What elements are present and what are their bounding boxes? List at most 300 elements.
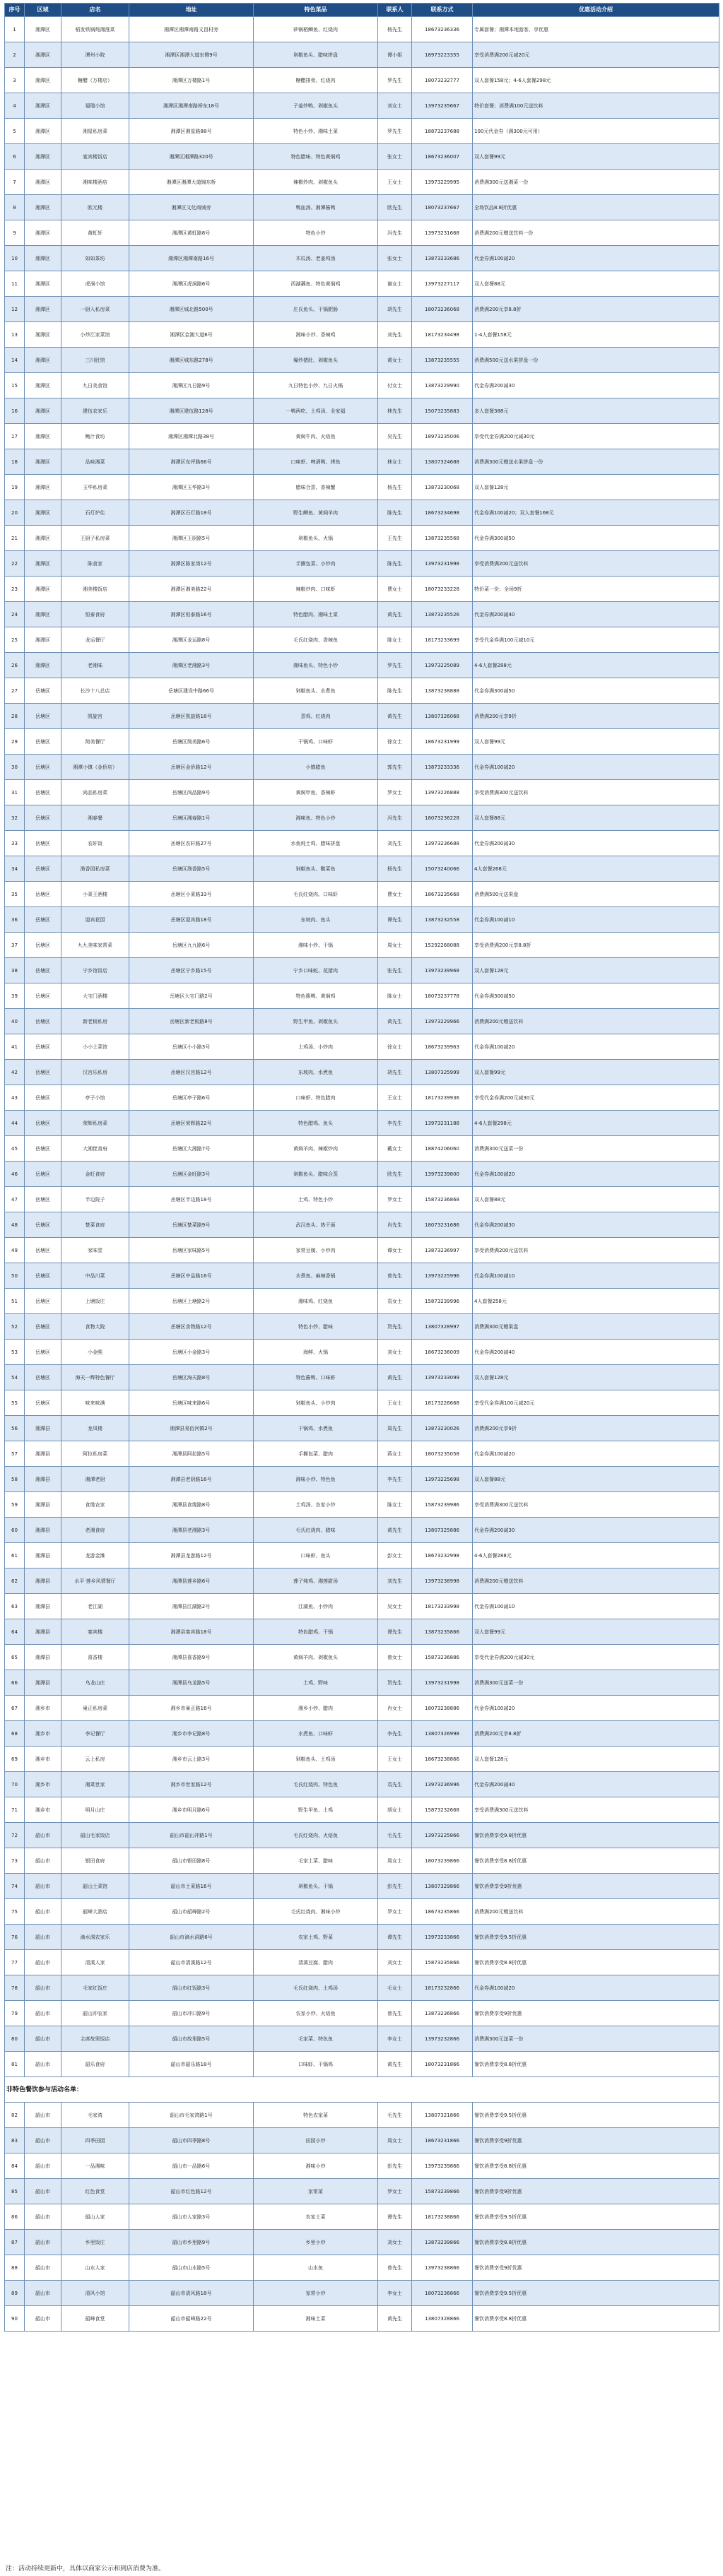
district-cell: 岳塘区 bbox=[25, 1365, 61, 1390]
contact-person-cell: 郭先生 bbox=[378, 755, 412, 780]
offer-cell: 代金券满100减20；双人套餐168元 bbox=[473, 500, 719, 526]
offer-cell: 消费满200元赠送饮料 bbox=[473, 1568, 719, 1594]
restaurant-name-cell: 水平·莲乡风情餐厅 bbox=[61, 1568, 129, 1594]
district-cell: 湘潭区 bbox=[25, 348, 61, 373]
phone-cell: 13873232558 bbox=[412, 907, 473, 933]
index-cell: 45 bbox=[5, 1136, 25, 1162]
restaurant-name-cell: 新老板私房 bbox=[61, 1009, 129, 1034]
district-cell: 湘乡市 bbox=[25, 1797, 61, 1823]
address-cell: 韶山市乡里路9号 bbox=[129, 2230, 254, 2255]
contact-person-cell: 刘先生 bbox=[378, 322, 412, 348]
index-cell: 68 bbox=[5, 1721, 25, 1747]
dishes-cell: 剁椒鱼头、腊味拼盘 bbox=[254, 42, 378, 68]
table-row bbox=[5, 678, 719, 704]
restaurant-name-cell: 渔香园私房菜 bbox=[61, 856, 129, 882]
dishes-cell: 辣椒炒肉、剁椒鱼头 bbox=[254, 170, 378, 195]
dishes-cell: 野生鲫鱼、黄焖羊肉 bbox=[254, 500, 378, 526]
address-cell: 岳塘区家味路5号 bbox=[129, 1238, 254, 1263]
address-cell: 湘潭县阿拉路5号 bbox=[129, 1441, 254, 1467]
district-cell: 湘潭县 bbox=[25, 1543, 61, 1568]
contact-person-cell: 罗女士 bbox=[378, 1187, 412, 1212]
index-cell: 6 bbox=[5, 144, 25, 170]
address-cell: 湘潭区建伍路128号 bbox=[129, 398, 254, 424]
table-header-row bbox=[5, 4, 719, 17]
contact-person-cell: 曾先生 bbox=[378, 2001, 412, 2026]
address-cell: 岳塘区九九路6号 bbox=[129, 933, 254, 958]
offer-cell: 双人套餐99元 bbox=[473, 1060, 719, 1085]
district-cell: 岳塘区 bbox=[25, 1136, 61, 1162]
district-cell: 湘乡市 bbox=[25, 1747, 61, 1772]
address-cell: 湘潭区龙运路8号 bbox=[129, 627, 254, 653]
dishes-cell: 野生甲鱼、剁椒鱼头 bbox=[254, 1009, 378, 1034]
address-cell: 湘潭县宴宾路18号 bbox=[129, 1619, 254, 1645]
district-cell: 岳塘区 bbox=[25, 1162, 61, 1187]
contact-person-cell: 袁先生 bbox=[378, 1772, 412, 1797]
district-cell: 湘潭区 bbox=[25, 653, 61, 678]
offer-cell: 双人套餐158元；4-6人套餐298元 bbox=[473, 68, 719, 93]
table-row bbox=[5, 1441, 719, 1467]
phone-cell: 18973235006 bbox=[412, 424, 473, 449]
dishes-cell: 毛家菜、特色鱼 bbox=[254, 2026, 378, 2052]
dishes-cell: 毛家土菜、腊味 bbox=[254, 1848, 378, 1874]
index-cell: 5 bbox=[5, 119, 25, 144]
table-row bbox=[5, 1162, 719, 1187]
index-cell: 72 bbox=[5, 1823, 25, 1848]
restaurant-name-cell: 韶山土菜馆 bbox=[61, 1874, 129, 1899]
district-cell: 湘潭县 bbox=[25, 1619, 61, 1645]
address-cell: 岳塘区迎宾路18号 bbox=[129, 907, 254, 933]
district-cell: 韶山市 bbox=[25, 2179, 61, 2204]
table-row bbox=[5, 449, 719, 475]
district-cell: 岳塘区 bbox=[25, 1212, 61, 1238]
contact-person-cell: 毛先生 bbox=[378, 1823, 412, 1848]
contact-person-cell: 黄女士 bbox=[378, 348, 412, 373]
restaurant-name-cell: 上塘饭庄 bbox=[61, 1289, 129, 1314]
offer-cell: 代金券满300减50 bbox=[473, 678, 719, 704]
offer-cell: 消费满300元送菜一份 bbox=[473, 1136, 719, 1162]
dishes-cell: 剁椒鱼头、腊味合蒸 bbox=[254, 1162, 378, 1187]
restaurant-name-cell: 金旺食府 bbox=[61, 1162, 129, 1187]
contact-person-cell: 周女士 bbox=[378, 933, 412, 958]
table-row bbox=[5, 780, 719, 805]
table-row bbox=[5, 195, 719, 220]
index-cell: 70 bbox=[5, 1772, 25, 1797]
phone-cell: 13973235667 bbox=[412, 93, 473, 119]
offer-cell: 享受代金券满200元减30元 bbox=[473, 1085, 719, 1111]
restaurant-name-cell: 家味堂 bbox=[61, 1238, 129, 1263]
table-row bbox=[5, 1060, 719, 1085]
address-cell: 湘乡市云上路3号 bbox=[129, 1747, 254, 1772]
index-cell: 80 bbox=[5, 2026, 25, 2052]
phone-cell: 13873238888 bbox=[412, 678, 473, 704]
index-cell: 66 bbox=[5, 1670, 25, 1696]
district-cell: 岳塘区 bbox=[25, 1314, 61, 1340]
dishes-cell: 爆炒猪肚、剁椒鱼头 bbox=[254, 348, 378, 373]
table-row bbox=[5, 1543, 719, 1568]
address-cell: 湘潭区王厨路5号 bbox=[129, 526, 254, 551]
phone-cell: 13973229995 bbox=[412, 170, 473, 195]
table-row bbox=[5, 1340, 719, 1365]
address-cell: 岳塘区湘春路1号 bbox=[129, 805, 254, 831]
address-cell: 岳塘区简美路6号 bbox=[129, 729, 254, 755]
index-cell: 46 bbox=[5, 1162, 25, 1187]
address-cell: 韶山市韶峰路22号 bbox=[129, 2306, 254, 2332]
restaurant-name-cell: 湘美楼饭店 bbox=[61, 577, 129, 602]
phone-cell: 13973236688 bbox=[412, 831, 473, 856]
dishes-cell: 江湖鱼、小炒肉 bbox=[254, 1594, 378, 1619]
offer-cell: 消费满300元送湘菜一份 bbox=[473, 170, 719, 195]
contact-person-cell: 周女士 bbox=[378, 2128, 412, 2153]
restaurant-name-cell: 楚菜食府 bbox=[61, 1212, 129, 1238]
contact-person-cell: 谭小姐 bbox=[378, 42, 412, 68]
district-cell: 岳塘区 bbox=[25, 1034, 61, 1060]
dishes-cell: 宁乡口味蛇、花猪肉 bbox=[254, 958, 378, 983]
table-row bbox=[5, 1263, 719, 1289]
index-cell: 29 bbox=[5, 729, 25, 755]
phone-cell: 15073235883 bbox=[412, 398, 473, 424]
header-index-cell: 序号 bbox=[5, 4, 25, 17]
dishes-cell: 特色小炒、腊味 bbox=[254, 1314, 378, 1340]
address-cell: 湘潭县易俗河镇2号 bbox=[129, 1416, 254, 1441]
offer-cell: 餐饮消费享受9折优惠 bbox=[473, 2128, 719, 2153]
offer-cell: 享受消费满300元送饮料 bbox=[473, 1797, 719, 1823]
restaurant-name-cell: 阿拉私房菜 bbox=[61, 1441, 129, 1467]
dishes-cell: 家常小炒 bbox=[254, 2281, 378, 2306]
address-cell: 韶山市韶峰路2号 bbox=[129, 1899, 254, 1925]
offer-cell: 代金券满100减20 bbox=[473, 755, 719, 780]
phone-cell: 13807328997 bbox=[412, 1314, 473, 1340]
address-cell: 韶山市韶山冲路1号 bbox=[129, 1823, 254, 1848]
offer-cell: 消费满200元赠送饮料一份 bbox=[473, 220, 719, 246]
contact-person-cell: 付女士 bbox=[378, 373, 412, 398]
index-cell: 20 bbox=[5, 500, 25, 526]
contact-person-cell: 陈先生 bbox=[378, 551, 412, 577]
dishes-cell: 山水鱼 bbox=[254, 2255, 378, 2281]
phone-cell: 13873235866 bbox=[412, 1619, 473, 1645]
contact-person-cell: 罗女士 bbox=[378, 2179, 412, 2204]
dishes-cell: 农家土菜 bbox=[254, 2204, 378, 2230]
table-row bbox=[5, 1289, 719, 1314]
header-restaurant-name-cell: 店名 bbox=[61, 4, 129, 17]
district-cell: 岳塘区 bbox=[25, 729, 61, 755]
index-cell: 88 bbox=[5, 2255, 25, 2281]
dishes-cell: 砂锅稻鲫鱼、红烧肉 bbox=[254, 17, 378, 42]
contact-person-cell: 黄先生 bbox=[378, 602, 412, 627]
table-row bbox=[5, 1085, 719, 1111]
phone-cell: 18673235668 bbox=[412, 882, 473, 907]
district-cell: 韶山市 bbox=[25, 1899, 61, 1925]
table-row bbox=[5, 2281, 719, 2306]
district-cell: 韶山市 bbox=[25, 2153, 61, 2179]
index-cell: 28 bbox=[5, 704, 25, 729]
offer-cell: 特价套餐；消费满100元送饮料 bbox=[473, 93, 719, 119]
address-cell: 湘潭区湘潭南路桥东18号 bbox=[129, 93, 254, 119]
district-cell: 湘乡市 bbox=[25, 1772, 61, 1797]
dishes-cell: 手撕包菜、腊肉 bbox=[254, 1441, 378, 1467]
phone-cell: 18673231999 bbox=[412, 729, 473, 755]
address-cell: 韶山市四季路8号 bbox=[129, 2128, 254, 2153]
index-cell: 41 bbox=[5, 1034, 25, 1060]
contact-person-cell: 曾女士 bbox=[378, 1645, 412, 1670]
offer-cell: 餐饮消费享受8.8折优惠 bbox=[473, 2153, 719, 2179]
dishes-cell: 口味虾、特色腊肉 bbox=[254, 1085, 378, 1111]
table-row bbox=[5, 93, 719, 119]
contact-person-cell: 戴女士 bbox=[378, 1136, 412, 1162]
restaurant-name-cell: 李记餐厅 bbox=[61, 1721, 129, 1747]
restaurant-name-cell: 湘菜世家 bbox=[61, 1772, 129, 1797]
index-cell: 85 bbox=[5, 2179, 25, 2204]
index-cell: 77 bbox=[5, 1950, 25, 1975]
index-cell: 84 bbox=[5, 2153, 25, 2179]
restaurant-name-cell: 乡里饭庄 bbox=[61, 2230, 129, 2255]
restaurant-name-cell: 中品川菜 bbox=[61, 1263, 129, 1289]
contact-person-cell: 毛先生 bbox=[378, 2103, 412, 2128]
restaurant-name-cell: 韶乐食府 bbox=[61, 2052, 129, 2077]
restaurant-name-cell: 山水人家 bbox=[61, 2255, 129, 2281]
district-cell: 韶山市 bbox=[25, 1874, 61, 1899]
restaurant-name-cell: 银田食府 bbox=[61, 1848, 129, 1874]
restaurant-name-cell: 韶峰食堂 bbox=[61, 2306, 129, 2332]
table-row bbox=[5, 348, 719, 373]
dishes-cell: 土鸡、野味 bbox=[254, 1670, 378, 1696]
address-cell: 湘潭区金湘大道6号 bbox=[129, 322, 254, 348]
address-cell: 湘潭区陈家湾12号 bbox=[129, 551, 254, 577]
address-cell: 湘潭区湘潭南路16号 bbox=[129, 246, 254, 271]
address-cell: 韶山市冲口路9号 bbox=[129, 2001, 254, 2026]
table-row bbox=[5, 1136, 719, 1162]
phone-cell: 13873236866 bbox=[412, 2001, 473, 2026]
address-cell: 岳塘区渔香路5号 bbox=[129, 856, 254, 882]
address-cell: 湘潭区万楼路1号 bbox=[129, 68, 254, 93]
offer-cell: 消费满200元享9折 bbox=[473, 1416, 719, 1441]
contact-person-cell: 王女士 bbox=[378, 170, 412, 195]
phone-cell: 15873239996 bbox=[412, 1289, 473, 1314]
index-cell: 34 bbox=[5, 856, 25, 882]
offer-cell: 餐饮消费享受9折优惠 bbox=[473, 1874, 719, 1899]
table-row bbox=[5, 526, 719, 551]
restaurant-name-cell: 农轩饭 bbox=[61, 831, 129, 856]
dishes-cell: 莲子炖鸡、湘莲甜汤 bbox=[254, 1568, 378, 1594]
phone-cell: 15873236868 bbox=[412, 1187, 473, 1212]
dishes-cell: 海鲜、火锅 bbox=[254, 1340, 378, 1365]
address-cell: 岳塘区小金路3号 bbox=[129, 1340, 254, 1365]
table-row bbox=[5, 1492, 719, 1518]
offer-cell: 双人套餐128元 bbox=[473, 1747, 719, 1772]
table-row bbox=[5, 424, 719, 449]
restaurant-name-cell: 虎涧小馆 bbox=[61, 271, 129, 297]
table-row bbox=[5, 2153, 719, 2179]
index-cell: 31 bbox=[5, 780, 25, 805]
table-row bbox=[5, 933, 719, 958]
dishes-cell: 武汉鱼头、热干面 bbox=[254, 1212, 378, 1238]
phone-cell: 15873232668 bbox=[412, 1797, 473, 1823]
contact-person-cell: 杨先生 bbox=[378, 17, 412, 42]
restaurant-name-cell: 大宅门酒楼 bbox=[61, 983, 129, 1009]
dishes-cell: 黄焖羊肉、剁椒鱼头 bbox=[254, 1645, 378, 1670]
restaurant-name-cell: 长沙十八总店 bbox=[61, 678, 129, 704]
contact-person-cell: 曹女士 bbox=[378, 577, 412, 602]
offer-cell: 代金券满300减50 bbox=[473, 983, 719, 1009]
table-row bbox=[5, 577, 719, 602]
restaurant-name-cell: 九九美味家常菜 bbox=[61, 933, 129, 958]
address-cell: 湘潭区湘潭大道锦东桥 bbox=[129, 170, 254, 195]
index-cell: 18 bbox=[5, 449, 25, 475]
dishes-cell: 湘味小炒、香辣鸡 bbox=[254, 322, 378, 348]
phone-cell: 13807329866 bbox=[412, 1874, 473, 1899]
contact-person-cell: 胡女士 bbox=[378, 1797, 412, 1823]
phone-cell: 13973239800 bbox=[412, 1162, 473, 1187]
contact-person-cell: 张女士 bbox=[378, 246, 412, 271]
phone-cell: 13807325886 bbox=[412, 1518, 473, 1543]
phone-cell: 13973233866 bbox=[412, 1925, 473, 1950]
dishes-cell: 糖醋排骨、红烧肉 bbox=[254, 68, 378, 93]
phone-cell: 13973232866 bbox=[412, 2026, 473, 2052]
contact-person-cell: 罗先生 bbox=[378, 119, 412, 144]
contact-person-cell: 罗女士 bbox=[378, 1899, 412, 1925]
table-row bbox=[5, 1721, 719, 1747]
address-cell: 湘潭区九日路9号 bbox=[129, 373, 254, 398]
index-cell: 86 bbox=[5, 2204, 25, 2230]
phone-cell: 13973227117 bbox=[412, 271, 473, 297]
offer-cell: 享受消费满200元享8.8折 bbox=[473, 933, 719, 958]
dishes-cell: 西湖藕鱼、特色黄焖鸡 bbox=[254, 271, 378, 297]
index-cell: 16 bbox=[5, 398, 25, 424]
index-cell: 35 bbox=[5, 882, 25, 907]
offer-cell: 餐饮消费享受8.8折优惠 bbox=[473, 2230, 719, 2255]
phone-cell: 18073231686 bbox=[412, 1212, 473, 1238]
dishes-cell: 剁椒鱼头、小炒肉 bbox=[254, 1390, 378, 1416]
index-cell: 30 bbox=[5, 755, 25, 780]
phone-cell: 18073235058 bbox=[412, 1441, 473, 1467]
contact-person-cell: 黄先生 bbox=[378, 704, 412, 729]
index-cell: 50 bbox=[5, 1263, 25, 1289]
district-cell: 岳塘区 bbox=[25, 1187, 61, 1212]
offer-cell: 特价菜一份；全场9折 bbox=[473, 577, 719, 602]
offer-cell: 消费满200元享8.8折 bbox=[473, 1721, 719, 1747]
offer-cell: 双人套餐88元 bbox=[473, 805, 719, 831]
table-row bbox=[5, 1518, 719, 1543]
contact-person-cell: 王女士 bbox=[378, 1390, 412, 1416]
address-cell: 岳塘区味来路6号 bbox=[129, 1390, 254, 1416]
district-cell: 湘潭区 bbox=[25, 246, 61, 271]
contact-person-cell: 李先生 bbox=[378, 1467, 412, 1492]
offer-cell: 餐饮消费享受9折优惠 bbox=[473, 2001, 719, 2026]
phone-cell: 18073236866 bbox=[412, 2281, 473, 2306]
dishes-cell: 湘味小炒 bbox=[254, 2153, 378, 2179]
table-row bbox=[5, 1899, 719, 1925]
dishes-cell: 湘乡小炒、腊肉 bbox=[254, 1696, 378, 1721]
contact-person-cell: 陈先生 bbox=[378, 500, 412, 526]
district-cell: 湘潭县 bbox=[25, 1594, 61, 1619]
offer-cell: 餐饮消费享受9折优惠 bbox=[473, 2255, 719, 2281]
district-cell: 湘潭区 bbox=[25, 577, 61, 602]
offer-cell: 双人套餐88元 bbox=[473, 1467, 719, 1492]
contact-person-cell: 刘先生 bbox=[378, 1568, 412, 1594]
dishes-cell: 干锅鸡、水煮鱼 bbox=[254, 1416, 378, 1441]
phone-cell: 13973226888 bbox=[412, 780, 473, 805]
district-cell: 湘潭区 bbox=[25, 322, 61, 348]
phone-cell: 13807321866 bbox=[412, 2103, 473, 2128]
restaurant-name-cell: 乌龙山庄 bbox=[61, 1670, 129, 1696]
phone-cell: 18073231866 bbox=[412, 2052, 473, 2077]
index-cell: 40 bbox=[5, 1009, 25, 1034]
index-cell: 23 bbox=[5, 577, 25, 602]
offer-cell: 餐饮消费享受8.8折优惠 bbox=[473, 2306, 719, 2332]
table-row bbox=[5, 170, 719, 195]
phone-cell: 13873236997 bbox=[412, 1238, 473, 1263]
district-cell: 湘潭区 bbox=[25, 93, 61, 119]
index-cell: 26 bbox=[5, 653, 25, 678]
restaurant-name-cell: 宴宾楼 bbox=[61, 1619, 129, 1645]
offer-cell: 代金券满300减50 bbox=[473, 526, 719, 551]
index-cell: 75 bbox=[5, 1899, 25, 1925]
index-cell: 9 bbox=[5, 220, 25, 246]
contact-person-cell: 吴女士 bbox=[378, 1594, 412, 1619]
district-cell: 韶山市 bbox=[25, 2128, 61, 2153]
offer-cell: 双人套餐128元 bbox=[473, 958, 719, 983]
dishes-cell: 毛氏红烧肉、湘味小炒 bbox=[254, 1899, 378, 1925]
offer-cell: 餐饮消费享受9.5折优惠 bbox=[473, 2103, 719, 2128]
dishes-cell: 九日特色小炒、九日火锅 bbox=[254, 373, 378, 398]
table-row bbox=[5, 2179, 719, 2204]
phone-cell: 13973225866 bbox=[412, 1823, 473, 1848]
district-cell: 韶山市 bbox=[25, 2001, 61, 2026]
phone-cell: 13807328866 bbox=[412, 2306, 473, 2332]
phone-cell: 13807325999 bbox=[412, 1060, 473, 1085]
address-cell: 岳塘区建设中路66号 bbox=[129, 678, 254, 704]
phone-cell: 18673236009 bbox=[412, 1340, 473, 1365]
contact-person-cell: 张先生 bbox=[378, 958, 412, 983]
contact-person-cell: 罗先生 bbox=[378, 653, 412, 678]
phone-cell: 15873235866 bbox=[412, 1950, 473, 1975]
dishes-cell: 鸭血汤、湘潭酱鸭 bbox=[254, 195, 378, 220]
table-row bbox=[5, 42, 719, 68]
table-row bbox=[5, 1212, 719, 1238]
restaurant-name-cell: 汉宫乐私房 bbox=[61, 1060, 129, 1085]
restaurant-table bbox=[4, 3, 719, 2332]
offer-cell: 4人套餐268元 bbox=[473, 856, 719, 882]
contact-person-cell: 罗先生 bbox=[378, 68, 412, 93]
address-cell: 韶山市土菜路16号 bbox=[129, 1874, 254, 1899]
offer-cell: 代金券满200减30 bbox=[473, 1518, 719, 1543]
district-cell: 韶山市 bbox=[25, 2052, 61, 2077]
table-row bbox=[5, 1009, 719, 1034]
district-cell: 岳塘区 bbox=[25, 1111, 61, 1136]
table-row bbox=[5, 729, 719, 755]
restaurant-name-cell: 食物大院 bbox=[61, 1314, 129, 1340]
table-row bbox=[5, 2306, 719, 2332]
address-cell: 湘潭区玉华路3号 bbox=[129, 475, 254, 500]
dishes-cell: 毛氏红烧肉、香辣鱼 bbox=[254, 627, 378, 653]
index-cell: 56 bbox=[5, 1416, 25, 1441]
table-row bbox=[5, 755, 719, 780]
address-cell: 湘乡市世家路12号 bbox=[129, 1772, 254, 1797]
index-cell: 89 bbox=[5, 2281, 25, 2306]
offer-cell: 餐饮消费享受9.5折优惠 bbox=[473, 2281, 719, 2306]
phone-cell: 18173233699 bbox=[412, 627, 473, 653]
address-cell: 湘潭区石灯路18号 bbox=[129, 500, 254, 526]
table-row bbox=[5, 398, 719, 424]
contact-person-cell: 黄先生 bbox=[378, 1518, 412, 1543]
dishes-cell: 口味虾、啤酒鸭、烤鱼 bbox=[254, 449, 378, 475]
district-cell: 湘潭县 bbox=[25, 1670, 61, 1696]
district-cell: 湘潭区 bbox=[25, 526, 61, 551]
restaurant-name-cell: 建伍农家乐 bbox=[61, 398, 129, 424]
dishes-cell: 特色腊鸡、鱼头 bbox=[254, 1111, 378, 1136]
offer-cell: 享受消费满200元减20元 bbox=[473, 42, 719, 68]
index-cell: 42 bbox=[5, 1060, 25, 1085]
contact-person-cell: 黄先生 bbox=[378, 2052, 412, 2077]
